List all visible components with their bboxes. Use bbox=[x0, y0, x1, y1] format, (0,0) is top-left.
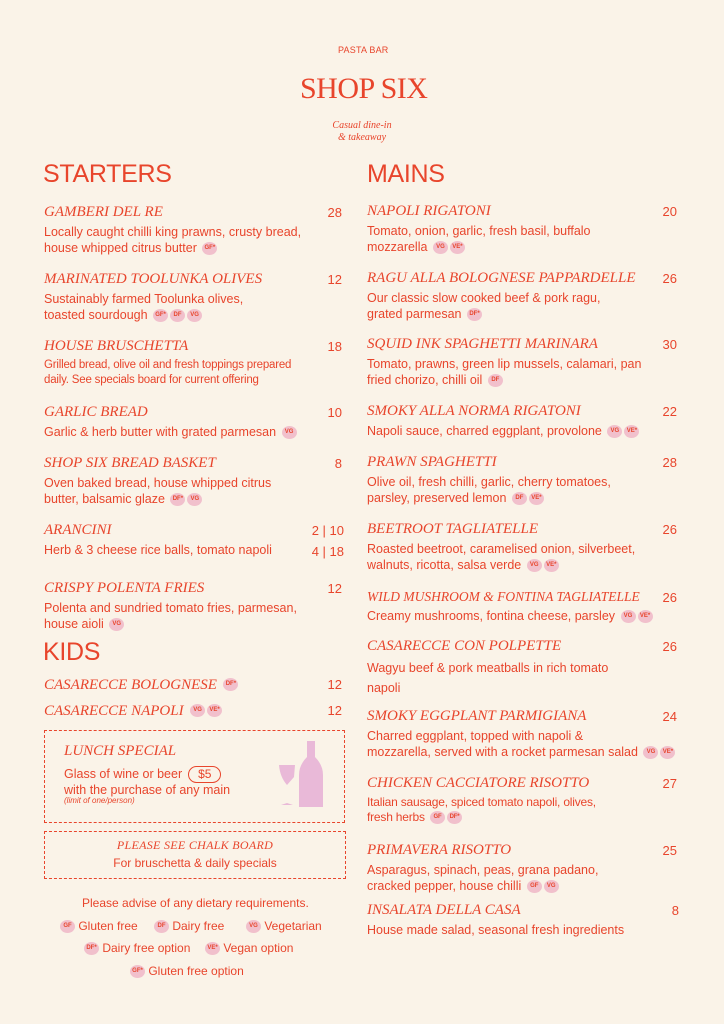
item-price: 30 bbox=[662, 337, 677, 352]
legend-dairy-free bbox=[152, 919, 224, 933]
item-price: 22 bbox=[662, 404, 677, 419]
legend-dairy-free-option bbox=[82, 941, 190, 955]
tagline bbox=[312, 120, 412, 144]
item-price: 20 bbox=[662, 204, 677, 219]
item-desc bbox=[367, 474, 679, 506]
vegetarian-badge: VG bbox=[187, 309, 202, 322]
legend-label: Gluten free option bbox=[148, 964, 244, 978]
item-name: SHOP SIX BREAD BASKET bbox=[44, 455, 216, 471]
item-desc bbox=[44, 600, 344, 632]
main-item bbox=[367, 203, 679, 255]
desc-line-1: Napoli sauce, charred eggplant, provolone bbox=[367, 424, 602, 438]
item-desc bbox=[44, 424, 344, 440]
main-item bbox=[367, 842, 679, 894]
lunch-note: (limit of one/person) bbox=[64, 796, 135, 805]
desc-line-1: Italian sausage, spiced tomato napoli, olives, bbox=[367, 795, 596, 809]
desc-line-1: Asparagus, spinach, peas, grana padano, bbox=[367, 863, 599, 877]
lunch-line-2: with the purchase of any main bbox=[64, 783, 231, 797]
item-price: 25 bbox=[662, 843, 677, 858]
desc-line-1: Polenta and sundried tomato fries, parmesan, bbox=[44, 601, 297, 615]
desc-line-1: Garlic & herb butter with grated parmesan bbox=[44, 425, 277, 439]
vegetarian-badge: VG bbox=[433, 241, 448, 254]
desc-line-1: Grilled bread, olive oil and fresh toppings prepared bbox=[44, 359, 292, 371]
legend-gluten-free bbox=[58, 919, 138, 933]
desc-line-2: fresh herbs bbox=[367, 810, 425, 824]
dairy-free-option-badge: DF* bbox=[84, 942, 99, 955]
desc-line-2: house whipped citrus butter bbox=[44, 241, 197, 255]
item-name: PRAWN SPAGHETTI bbox=[367, 454, 497, 470]
lunch-line-1 bbox=[64, 766, 221, 783]
item-desc bbox=[44, 475, 344, 507]
desc-line-1: Tomato, onion, garlic, fresh basil, buffalo bbox=[367, 224, 591, 238]
item-desc bbox=[367, 356, 679, 388]
desc-line-2: cracked pepper, house chilli bbox=[367, 879, 522, 893]
item-name: BEETROOT TAGLIATELLE bbox=[367, 521, 538, 537]
kicker: PASTA BAR bbox=[338, 45, 389, 55]
item-desc bbox=[367, 290, 679, 322]
gluten-free-option-badge: GF* bbox=[153, 309, 168, 322]
item-desc bbox=[367, 795, 679, 825]
main-item bbox=[367, 270, 679, 322]
chalk-board-box bbox=[44, 831, 346, 879]
legend-vegan-option bbox=[203, 941, 293, 955]
dairy-free-badge: DF bbox=[488, 374, 503, 387]
vegetarian-badge: VG bbox=[187, 493, 202, 506]
legend-gluten-free-option bbox=[128, 964, 244, 978]
desc-line-1: Herb & 3 cheese rice balls, tomato napoli bbox=[44, 543, 272, 557]
desc-line-1: Our classic slow cooked beef & pork ragu, bbox=[367, 291, 601, 305]
mains-heading: MAINS bbox=[367, 160, 445, 188]
desc-line-2: napoli bbox=[367, 681, 401, 695]
vegan-option-badge: VE* bbox=[207, 704, 222, 717]
item-price: 28 bbox=[662, 455, 677, 470]
item-name: WILD MUSHROOM & FONTINA TAGLIATELLE bbox=[367, 589, 640, 604]
item-name: RAGU ALLA BOLOGNESE PAPPARDELLE bbox=[367, 270, 636, 286]
item-desc bbox=[44, 224, 344, 256]
dietary-intro: Please advise of any dietary requirements. bbox=[82, 896, 309, 910]
desc-line-2: mozzarella, served with a rocket parmesan salad bbox=[367, 745, 638, 759]
item-name: INSALATA DELLA CASA bbox=[367, 902, 521, 918]
vegetarian-badge: VG bbox=[607, 425, 622, 438]
item-desc bbox=[367, 862, 679, 894]
item-price: 12 bbox=[327, 581, 342, 596]
brand-title: SHOP SIX bbox=[300, 72, 428, 105]
starter-item bbox=[44, 271, 344, 323]
starter-item bbox=[44, 455, 344, 507]
item-desc bbox=[367, 423, 679, 439]
lunch-title: LUNCH SPECIAL bbox=[64, 743, 177, 759]
item-price: 12 bbox=[327, 677, 342, 692]
vegetarian-badge: VG bbox=[544, 880, 559, 893]
item-price: 28 bbox=[327, 205, 342, 220]
vegetarian-badge: VG bbox=[190, 704, 205, 717]
starter-item bbox=[44, 338, 344, 388]
main-item bbox=[367, 336, 679, 388]
item-price: 26 bbox=[662, 590, 677, 605]
vegetarian-badge: VG bbox=[621, 610, 636, 623]
item-price: 10 bbox=[327, 405, 342, 420]
item-desc bbox=[44, 358, 344, 388]
vegetarian-badge: VG bbox=[643, 746, 658, 759]
item-price-large: 4 | 18 bbox=[311, 544, 344, 559]
main-item bbox=[367, 775, 679, 825]
vegan-option-badge: VE* bbox=[544, 559, 559, 572]
desc-line-2: mozzarella bbox=[367, 240, 428, 254]
item-name: MARINATED TOOLUNKA OLIVES bbox=[44, 271, 263, 287]
dairy-free-option-badge: DF* bbox=[223, 678, 238, 691]
item-name: CHICKEN CACCIATORE RISOTTO bbox=[367, 775, 590, 791]
item-desc bbox=[367, 728, 679, 760]
vegetarian-badge: VG bbox=[282, 426, 297, 439]
tagline-line-1: Casual dine-in bbox=[332, 120, 392, 131]
desc-line-2: toasted sourdough bbox=[44, 308, 148, 322]
item-price: 24 bbox=[662, 709, 677, 724]
item-name: GAMBERI DEL RE bbox=[44, 204, 163, 220]
item-price: 26 bbox=[662, 271, 677, 286]
item-name: GARLIC BREAD bbox=[44, 404, 148, 420]
desc-line-2: butter, balsamic glaze bbox=[44, 492, 165, 506]
desc-line-1: Tomato, prawns, green lip mussels, calamari, pan bbox=[367, 357, 642, 371]
starter-item bbox=[44, 404, 344, 440]
item-name: SMOKY ALLA NORMA RIGATONI bbox=[367, 403, 581, 419]
item-name: CASARECCE NAPOLI bbox=[44, 703, 184, 719]
item-name: SMOKY EGGPLANT PARMIGIANA bbox=[367, 708, 587, 724]
starter-item bbox=[44, 522, 344, 558]
wine-glass-bottle-icon bbox=[277, 737, 325, 809]
dairy-free-option-badge: DF* bbox=[170, 493, 185, 506]
legend-label: Dairy free option bbox=[102, 941, 191, 955]
vegetarian-badge: VG bbox=[109, 618, 124, 631]
gluten-free-badge: GF bbox=[60, 920, 75, 933]
main-item bbox=[367, 902, 679, 938]
item-name: HOUSE BRUSCHETTA bbox=[44, 338, 189, 354]
main-item bbox=[367, 589, 679, 624]
starter-item bbox=[44, 580, 344, 632]
legend-label: Dairy free bbox=[172, 919, 225, 933]
item-name: ARANCINI bbox=[44, 522, 112, 538]
item-name: SQUID INK SPAGHETTI MARINARA bbox=[367, 336, 598, 352]
tagline-line-2: & takeaway bbox=[337, 132, 387, 143]
vegan-option-badge: VE* bbox=[638, 610, 653, 623]
kids-item bbox=[44, 676, 344, 694]
gluten-free-option-badge: GF* bbox=[202, 242, 217, 255]
legend-vegetarian bbox=[244, 919, 322, 933]
desc-line-1: Wagyu beef & pork meatballs in rich tomato bbox=[367, 661, 609, 675]
item-name: CASARECCE BOLOGNESE bbox=[44, 677, 217, 693]
desc-line-2: fried chorizo, chilli oil bbox=[367, 373, 483, 387]
kids-item bbox=[44, 702, 344, 720]
gluten-free-badge: GF bbox=[430, 811, 445, 824]
item-price: 8 bbox=[671, 903, 679, 918]
desc-line-1: Sustainably farmed Toolunka olives, bbox=[44, 292, 244, 306]
chalk-title: PLEASE SEE CHALK BOARD bbox=[116, 838, 274, 852]
item-name: PRIMAVERA RISOTTO bbox=[367, 842, 512, 858]
desc-line-2: walnuts, ricotta, salsa verde bbox=[367, 558, 522, 572]
dairy-free-badge: DF bbox=[170, 309, 185, 322]
legend-label: Vegetarian bbox=[264, 919, 322, 933]
desc-line-2: daily. See specials board for current offering bbox=[44, 374, 259, 386]
gluten-free-option-badge: GF* bbox=[130, 965, 145, 978]
dairy-free-option-badge: DF* bbox=[467, 308, 482, 321]
main-item bbox=[367, 454, 679, 506]
main-item bbox=[367, 521, 679, 573]
item-price: 26 bbox=[662, 639, 677, 654]
item-desc bbox=[367, 608, 679, 624]
item-name: CRISPY POLENTA FRIES bbox=[44, 580, 205, 596]
item-desc bbox=[44, 291, 344, 323]
item-desc bbox=[367, 541, 679, 573]
item-price: 12 bbox=[327, 703, 342, 718]
vegan-option-badge: VE* bbox=[624, 425, 639, 438]
item-desc bbox=[44, 542, 344, 558]
desc-line-2: grated parmesan bbox=[367, 307, 462, 321]
vegetarian-badge: VG bbox=[246, 920, 261, 933]
item-price: 8 bbox=[334, 456, 342, 471]
item-desc bbox=[367, 223, 679, 255]
lunch-offer: Glass of wine or beer bbox=[64, 767, 183, 781]
item-desc bbox=[367, 658, 679, 698]
desc-line-1: Charred eggplant, topped with napoli & bbox=[367, 729, 584, 743]
desc-line-1: Roasted beetroot, caramelised onion, silverbeet, bbox=[367, 542, 636, 556]
desc-line-2: parsley, preserved lemon bbox=[367, 491, 507, 505]
vegan-option-badge: VE* bbox=[660, 746, 675, 759]
item-price: 27 bbox=[662, 776, 677, 791]
starters-heading: STARTERS bbox=[43, 160, 172, 188]
vegan-option-badge: VE* bbox=[205, 942, 220, 955]
gluten-free-badge: GF bbox=[527, 880, 542, 893]
item-desc bbox=[367, 922, 679, 938]
legend-label: Gluten free bbox=[78, 919, 138, 933]
desc-line-1: House made salad, seasonal fresh ingredients bbox=[367, 923, 625, 937]
chalk-text: For bruschetta & daily specials bbox=[113, 856, 277, 870]
item-price: 18 bbox=[327, 339, 342, 354]
item-price: 2 | 10 bbox=[311, 523, 344, 538]
main-item bbox=[367, 403, 679, 439]
main-item bbox=[367, 708, 679, 760]
legend-label: Vegan option bbox=[223, 941, 294, 955]
item-name: NAPOLI RIGATONI bbox=[367, 203, 491, 219]
desc-line-2: house aioli bbox=[44, 617, 104, 631]
lunch-price-pill: $5 bbox=[188, 766, 221, 783]
dairy-free-option-badge: DF* bbox=[447, 811, 462, 824]
item-price: 12 bbox=[327, 272, 342, 287]
vegan-option-badge: VE* bbox=[529, 492, 544, 505]
main-item bbox=[367, 638, 679, 698]
vegetarian-badge: VG bbox=[527, 559, 542, 572]
desc-line-1: Oven baked bread, house whipped citrus bbox=[44, 476, 272, 490]
starter-item bbox=[44, 204, 344, 256]
desc-line-1: Creamy mushrooms, fontina cheese, parsley bbox=[367, 609, 616, 623]
dairy-free-badge: DF bbox=[154, 920, 169, 933]
item-price: 26 bbox=[662, 522, 677, 537]
vegan-option-badge: VE* bbox=[450, 241, 465, 254]
lunch-special-box bbox=[44, 730, 345, 823]
desc-line-1: Locally caught chilli king prawns, crusty bread, bbox=[44, 225, 302, 239]
kids-heading: KIDS bbox=[43, 638, 101, 666]
item-name: CASARECCE CON POLPETTE bbox=[367, 638, 562, 654]
desc-line-1: Olive oil, fresh chilli, garlic, cherry tomatoes, bbox=[367, 475, 611, 489]
dairy-free-badge: DF bbox=[512, 492, 527, 505]
